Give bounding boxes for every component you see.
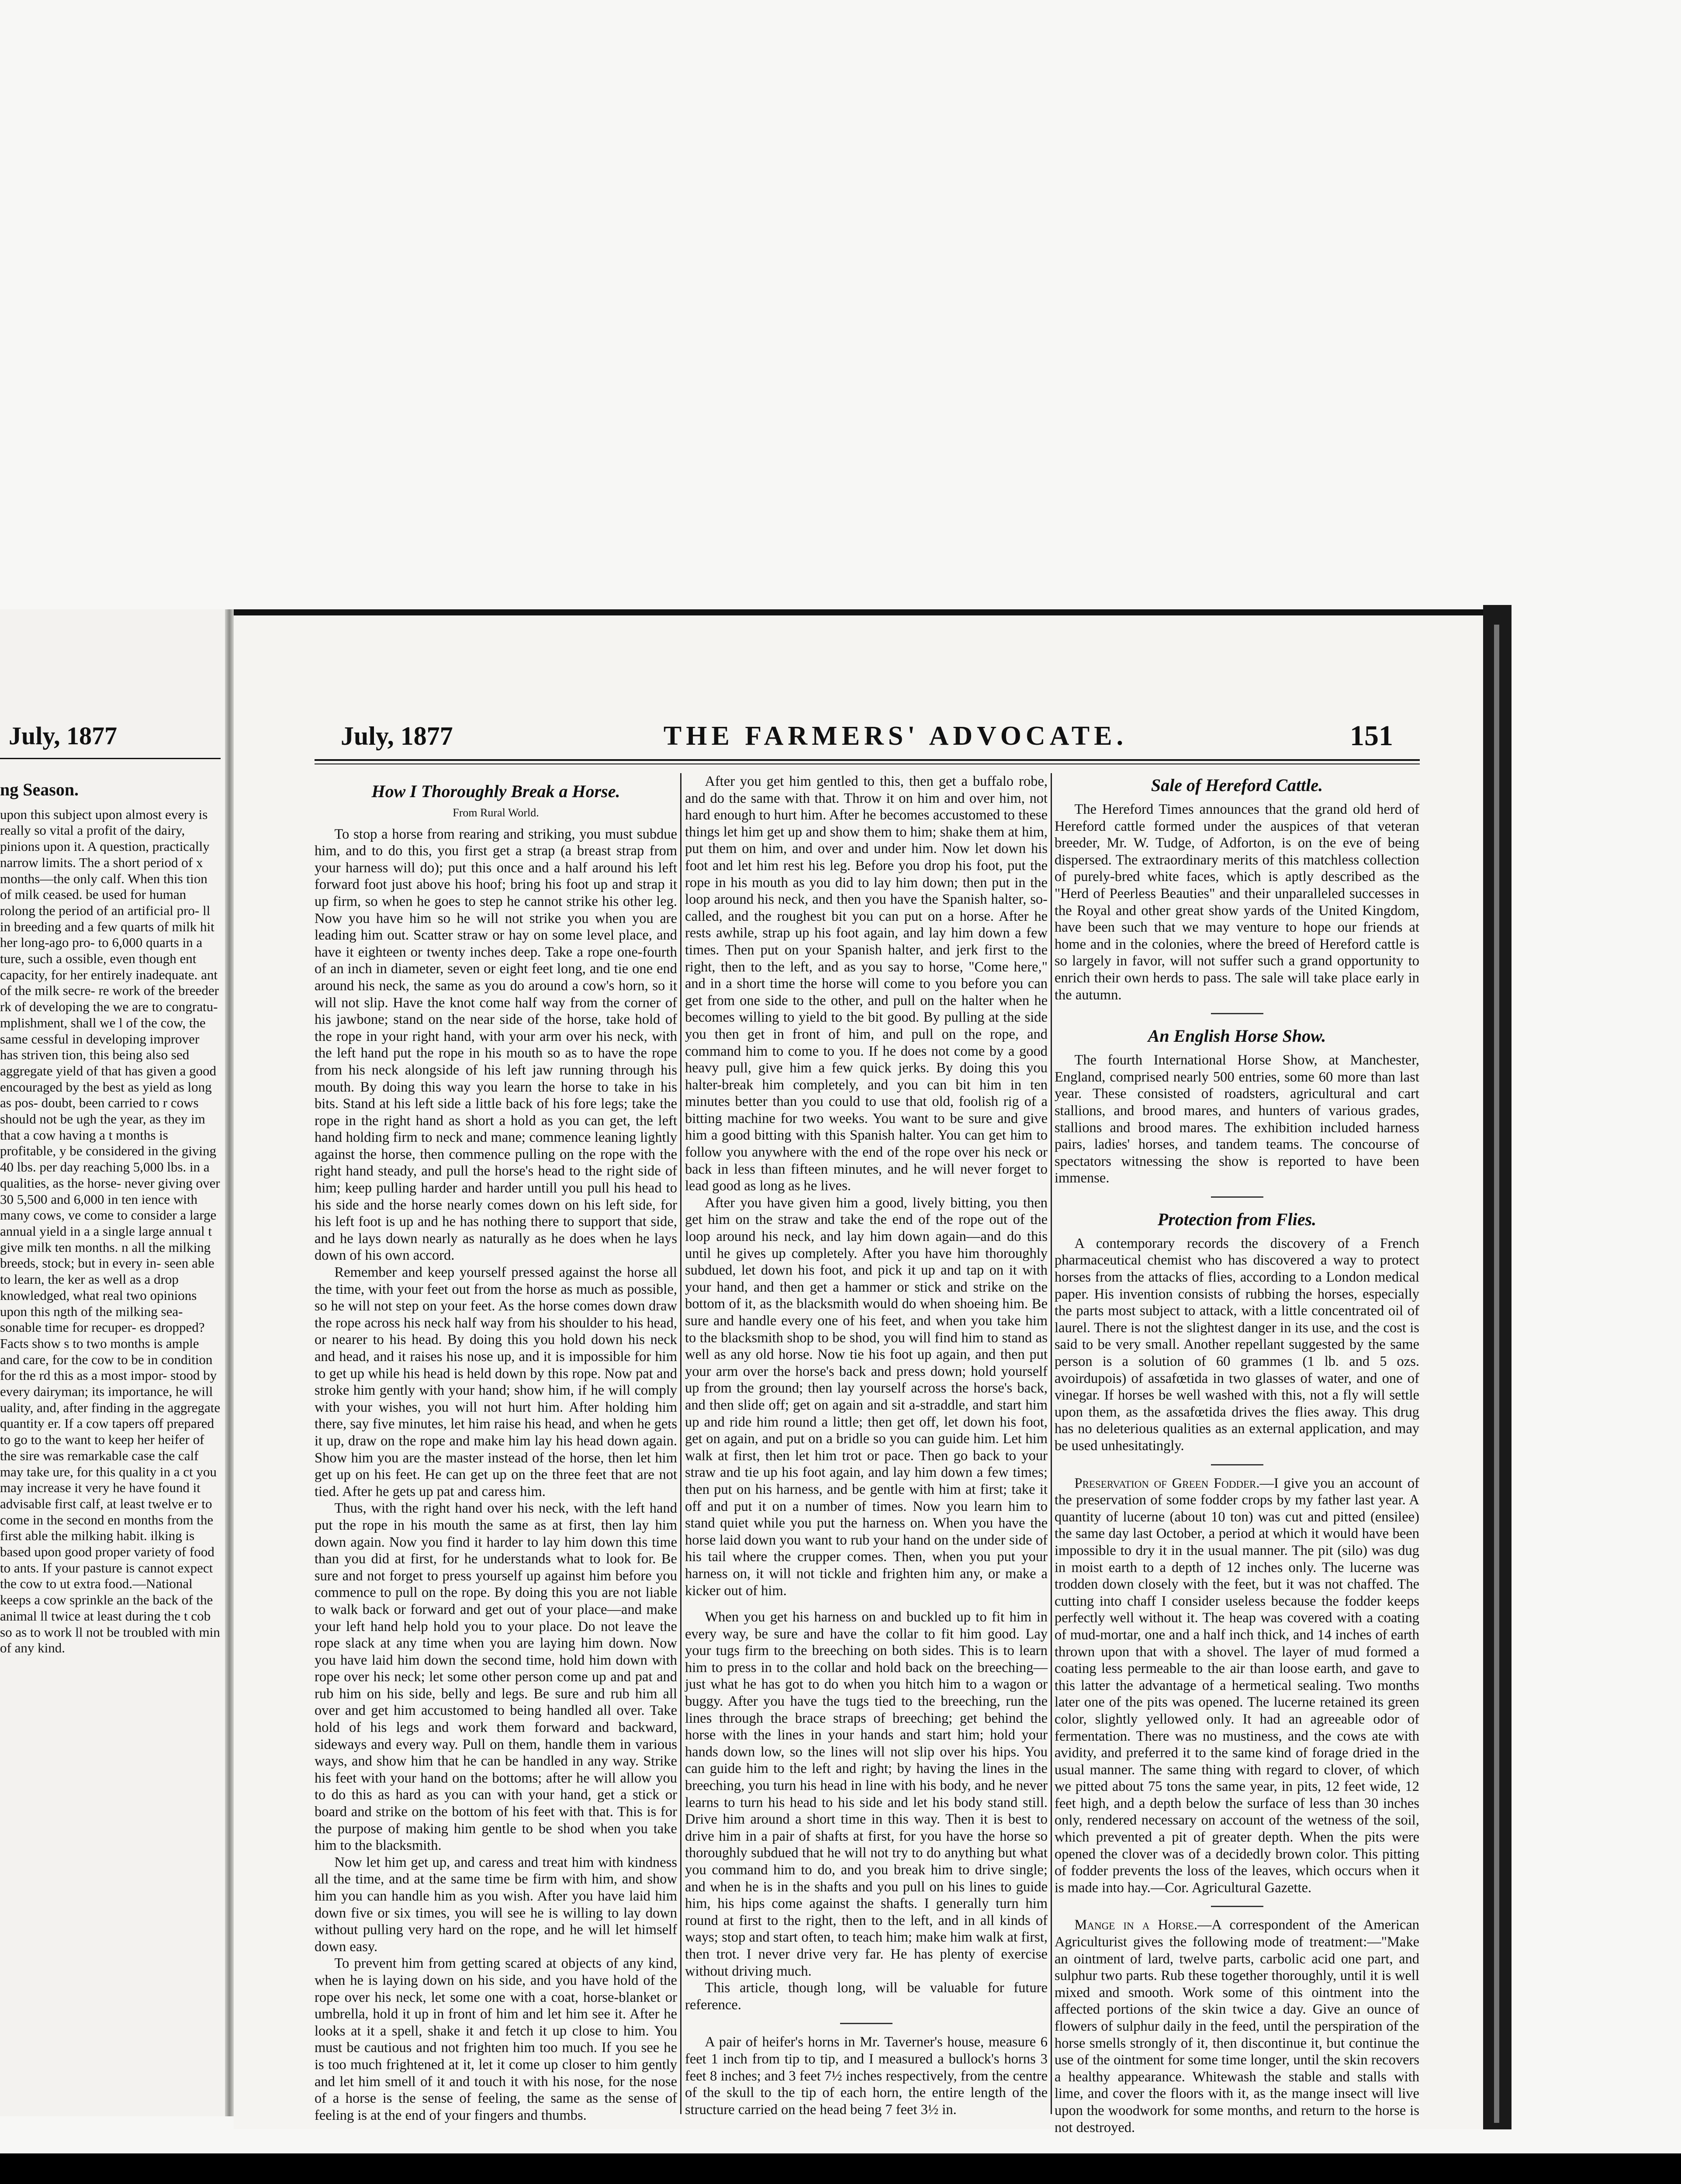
paragraph xyxy=(1055,1917,1419,2136)
separator xyxy=(1211,1464,1263,1465)
paragraph-lead: Preservation of Green Fodder. xyxy=(1074,1475,1260,1491)
paragraph: When you get his harness on and buckled up to fit him in every way, be sure and have the collar to fit him good. Lay your tugs firm to the breeching on both sides. This is to learn him to press in to the collar and hold back on the breeching—just what he has got to do when you hitch him to a wagon or buggy. After you have the tugs tied to the breeching, run the lines through the brace straps of breeching; get behind the horse with the lines in your hands and start him; hold your hands down low, so the lines will not slip over his hips. You can guide him to the left and right; by having the lines in the breeching, you turn his head in line with his body, and he never learns to turn his head to his side and let his body stand still. Drive him around a short time in this way. Then it is best to drive him in a pair of shafts at first, for you have the horse so thoroughly subdued that he will not try to do anything but what you command him to do, and you break him to drive single; and when he is in the shafts and you pull on his lines to guide him, his hips come against the shafts. I generally turn him round at first to the right, then to the left, and in all kinds of ways; stop and start often, to teach him; make him walk at first, then trot. I never drive very far. He has plenty of exercise without driving much. xyxy=(685,1609,1048,1979)
article-title: How I Thoroughly Break a Horse. xyxy=(371,781,620,801)
paragraph: After you have given him a good, lively bitting, you then get him on the straw and take the end of the rope out of the loop around his neck, and lay him down again—and do this until he gives up completely. After you have him thoroughly subdued, let down his foot, and pick it up and tap on it with your hand, and then get a hammer or stick and strike on the bottom of it, as the blacksmith would do when shoeing him. Be sure and handle every one of his feet, and when you take him to the blacksmith shop to be shod, you will find him to stand as well as any old horse. Now tie his foot up again, and then put your arm over the horse's back and press down; hold yourself up from the ground; then lay yourself across the horse's back, and then slide off; get on again and sit a-straddle, and start him up and ride him round a little; then get off, let down his foot, get on again, and put on a bridle so you can guide him. Let him walk at first, then let him trot or pace. Then go back to your straw and tie up his foot again, and lay him down a few times; then put on his harness, and be gentle with him at first; take it off and put it on a number of times. Now you learn him to stand quiet while you put the harness on. When you have the horse laid down you want to rub your hand on the under side of his tail where the crupper comes. Then, when you put your harness on, it will not tickle and frighten him any, or make a kicker out of him. xyxy=(685,1195,1048,1599)
paragraph xyxy=(1055,1475,1419,1897)
column-divider xyxy=(1051,773,1052,2114)
column-2 xyxy=(685,773,1048,2118)
article-source: From Rural World. xyxy=(453,806,539,819)
paragraph: A contemporary records the discovery of a French pharmaceutical chemist who has discovered a way to protect horses from the attacks of flies, according to a London medical paper. His invention consists of rubbing the horses, especially the parts most subject to attack, with a little concentrated oil of laurel. There is not the slightest danger in its use, and the cost is said to be very small. Another repellant suggested by the same person is a solution of 60 grammes (1 lb. and 5 ozs. avoirdupois) of assafœtida in two glasses of water, and one of vinegar. If horses be well washed with this, not a fly will settle upon them, as the assafœtida drives the flies away. This drug has no deleterious qualities as an external application, and may be used unhesitatingly. xyxy=(1055,1235,1419,1454)
article-title: Protection from Flies. xyxy=(1157,1209,1317,1229)
left-column-text: upon this subject upon almost every is really so vital a profit of the dairy, pinions upon it. A question, practically narrow limits. The a short period of x months—the only calf. When this tion of milk ceased. be used for human rolong the period of an artificial pro- ll in breeding and a few quarts of milk hit her long-ago pro- to 6,000 quarts in a ture, such a ossible, even though ent capacity, for her entirely inadequate. ant of the milk secre- re work of the breeder rk of developing the we are to congratu- mplishment, shall we l of the cow, the same cessful in developing improver has striven tion, this being also sed aggregate yield of that has given a good encouraged by the best as yield as long as pos- doubt, been carried to r cows should not be ugh the year, as they im that a cow having a t months is profitable, y be considered in the giving 40 lbs. per day reaching 5,000 lbs. in a qualities, as the horse- never giving over 30 5,500 and 6,000 in ten ience with many cows, ve come to consider a large annual yield in a a single large annual t give milk ten months. n all the milking breeds, stock; but in every in- seen able to learn, the ker as well as a drop knowledged, what real two opinions upon this ngth of the milking sea- sonable time for recuper- es dropped? Facts show s to two months is ample and care, for the cow to be in condition for the rd this as a most impor- stood by every dairyman; its importance, he will uality, and, after finding in the aggregate quantity er. If a cow tapers off prepared to go to the want to keep her heifer of the sire was remarkable case the calf may take ure, for this quality in a ct you may increase it very he have found it advisable first calf, at least twelve er to come in the second en months from the first able the milking habit. ilking is based upon good proper variety of food to ants. If your pasture is cannot expect the cow to ut extra food.—National keeps a cow sprinkle an the back of the animal ll twice at least during the t cob so as to work ll not be troubled with min of any kind. xyxy=(0,806,221,1656)
paragraph: The Hereford Times announces that the grand old herd of Hereford cattle formed under the auspices of that veteran breeder, Mr. W. Tudge, of Adforton, is on the eve of being dispersed. The extraordinary merits of this matchless collection of purely-bred white faces, which is aptly described as the "Herd of Peerless Beauties" and their unparalleled successes in the Royal and other great show yards of the United Kingdom, have been such that we may venture to hope our friends at home and in the colonies, where the breed of Hereford cattle is so largely in favor, will not suffer such a grand opportunity to enrich their own herds to pass. The sale will take place early in the autumn. xyxy=(1055,802,1419,1003)
header-rule xyxy=(315,759,1420,761)
page-number: 151 xyxy=(1350,720,1393,752)
paragraph: A pair of heifer's horns in Mr. Taverner's house, measure 6 feet 1 inch from tip to tip, and I measured a bullock's horns 3 feet 8 inches; and 3 feet 7½ inches respectively, from the centre of the skull to the tip of each horn, the entire length of the structure carried on the head being 7 feet 3½ in. xyxy=(685,2034,1048,2118)
separator xyxy=(840,2023,892,2024)
paragraph: Remember and keep yourself pressed against the horse all the time, with your feet out from the horse as much as possible, so he will not step on your feet. As the horse comes down draw the rope across his neck half way from his shoulder to his head, or nearer to his head. By doing this you hold down his neck and head, and it raises his nose up, and it is impossible for him to get up while his head is held down by this rope. Now pat and stroke him gently with your hand; show him, if he will comply with your wishes, you will not hurt him. After holding him there, say five minutes, let him raise his head, and when he gets it up, draw on the rope and make him lay his head down again. Show him you are the master instead of the horse, then let him get up on his feet. He can get up on the three feet that are not tied. After he gets up pat and caress him. xyxy=(315,1265,677,1500)
article-title: An English Horse Show. xyxy=(1148,1026,1326,1046)
paragraph-lead: Mange in a Horse. xyxy=(1074,1917,1197,1933)
separator xyxy=(1211,1906,1263,1907)
separator xyxy=(1211,1196,1263,1198)
column-1 xyxy=(315,773,677,2123)
paragraph: After you get him gentled to this, then get a buffalo robe, and do the same with that. Throw it on him and over him, not hard enough to hurt him. After he becomes accustomed to these things let him get up and show them to him; shake them at him, put them on him, and over and under him. Now let down his foot and let him rest his leg. Before you drop his foot, put the rope in his mouth as you did to lay him down; then put in the loop around his neck, and then you have the Spanish halter, so-called, and the roughest bit you can put on a horse. After he rests awhile, strap up his foot again, and lay him down a few times. Then put on your Spanish halter, and jerk first to the right, then to the left, and as you say to horse, "Come here," and in a short time the horse will come to you before you can get from one side to the other, and pull on the halter when he becomes willing to yield to the bit good. By pulling at the side you then get in front of him, and pull on the rope, and command him to come to you. If he does not come by a good heavy pull, give him a few quick jerks. By doing this you halter-break him completely, and you can bit him in ten minutes better than you could to use that old, foolish rig of a bitting machine for two weeks. You want to be sure and give him a good bitting with this Spanish halter. You can get him to follow you anywhere with the end of the rope over his neck or back in less than fifteen minutes, and he will never forget to lead good as long as he lives. xyxy=(685,774,1048,1194)
paragraph: This article, though long, will be valuable for future reference. xyxy=(685,1980,1048,2013)
page-edge-highlight xyxy=(1494,625,1499,2123)
paragraph: Thus, with the right hand over his neck, with the left hand put the rope in his mouth the same as at first, then lay him down again. Now you find it harder to lay him down this time than you did at first, for he understands what to look for. Be sure and not forget to press yourself up against him before you commence to pull on the rope. By doing this you are not liable to walk back or forward and get out of your place—and make your left hand help hold you to your place. Do not leave the rope slack at any time when you are laying him down. Now you have laid him down the second time, hold him down with rope over his neck; let some other person come up and pat and rub him on his side, belly and legs. Be sure and rub him all over and get him accustomed to being handled all over. Take hold of his legs and work them forward and backward, sideways and every way. Pull on them, handle them in various ways, and show him that he can be handled in any way. Strike his feet with your hand on the bottoms; after he will allow you to do this as hard as you can with your hand, get a stick or board and strike on the bottom of his feet with that. This is for the purpose of making him gentle to be shod when you take him to the blacksmith. xyxy=(315,1500,677,1854)
article-title: Sale of Hereford Cattle. xyxy=(1151,775,1323,795)
scan-bottom-border xyxy=(0,2153,1681,2184)
paragraph-body: —I give you an account of the preservation of some fodder crops by my father last year. A quantity of lucerne (about 10 ton) was cut and pitted (ensilee) the same day last October, a period at which it would have been impossible to dry it in the usual manner. The pit (silo) was dug in moist earth to a depth of 12 inches only. The lucerne was trodden down closely with the feet, but it was not chaffed. The cutting into chaff I consider useless because the fodder keeps perfectly well without it. The heap was covered with a coating of mud-mortar, one and a half inch thick, and 14 inches of earth thrown upon that with a shovel. The layer of mud formed a coating less permeable to the air than loose earth, and gave to this latter the advantage of a hermetical sealing. Two months later one of the pits was opened. The lucerne retained its green color, slightly yellowed only. It had an agreeable odor of fermentation. There was no mustiness, and the cows ate with avidity, and preferred it to the same kind of forage dried in the usual manner. The same thing with regard to clover, of which we pitted about 75 tons the same year, in pits, 12 feet wide, 12 feet high, and a depth below the surface of less than 30 inches only, rendered necessary on account of the wetness of the soil, which prevented a pit of greater depth. When the pits were opened the clover was of a decidedly brown color. This pitting of fodder prevents the loss of the leaves, which occurs when it is made into hay.—Cor. Agricultural Gazette. xyxy=(1055,1475,1419,1896)
column-3 xyxy=(1055,773,1419,2136)
paragraph: The fourth International Horse Show, at Manchester, England, comprised nearly 500 entries, some 60 more than last year. These consisted of roadsters, agricultural and cart stallions, and brood mares, and hunters of various grades, stallions and brood mares. The exhibition included harness pairs, ladies' horses, and tandem teams. The concourse of spectators witnessing the show is reported to have been immense. xyxy=(1055,1052,1419,1186)
column-divider xyxy=(680,773,681,2114)
paragraph: To stop a horse from rearing and striking, you must subdue him, and to do this, you first get a strap (a breast strap from your harness will do); put this once and a half around his left forward foot just above his hoof; bring his foot up and strap it up firm, so when he goes to step he cannot strike his other leg. Now you have him so he will not strike you when you are leading him out. Scatter straw or hay on some level place, and have it eighteen or twenty inches deep. Take a rope one-fourth of an inch in diameter, seven or eight feet long, and tie one end around his neck, the same as you do around a cow's horn, so it will not slip. Have the knot come half way from the corner of his jawbone; stand on the near side of the horse, take hold of the rope in your right hand, with your arm over his neck, with the left hand put the rope in his mouth so as to have the rope from his neck alongside of his left jaw running through his mouth. By doing this way you learn the horse to take in his bits. Stand at his left side a little back of his fore legs; take the rope in the right hand as short a hold as you can get, the left hand holding firm to neck and mane; commence leaning lightly against the horse, then commence pulling on the rope with the right hand steady, and pull the horse's head to the right side of him; keep pulling harder and harder untill you pull his head to his side and the horse nearly comes down on his left side, for his left foot is up and he has nothing there to support that side, and he lays down nearly as naturally as he does when he lays down of his own accord. xyxy=(315,826,677,1264)
left-page-date: July, 1877 xyxy=(9,722,118,750)
paragraph-body: —A correspondent of the American Agriculturist gives the following mode of treatment:—"Make an ointment of lard, twelve parts, carbolic acid one part, and sulphur two parts. Rub these together thoroughly, until it is well mixed and smooth. Work some of this ointment into the affected portions of the skin twice a day. Give an ounce of flowers of sulphur daily in the feed, until the perspiration of the horse smells strongly of it, then discontinue it, but continue the use of the ointment for some time longer, until the skin recovers a healthy appearance. Whitewash the stable and stalls with lime, and cover the floors with it, as the mange insect will live upon the woodwork for some months, and return to the horse is not destroyed. xyxy=(1055,1917,1419,2136)
separator xyxy=(1211,1013,1263,1014)
left-section-heading: ng Season. xyxy=(0,780,79,799)
left-header-rule xyxy=(0,758,221,759)
paragraph: To prevent him from getting scared at objects of any kind, when he is laying down on his side, and you have hold of the rope over his neck, let some one with a coat, horse-blanket or umbrella, hold it up in front of him and let him see it. After he looks at it a spell, shake it and fetch it up close to him. You must be cautious and not frighten him too much. If you see he is too much frightened at it, let it come up closer to him gently and let him smell of it and touch it with his nose, for the nose of a horse is the sense of feeling, the same as the sense of feeling is at the end of your fingers and thumbs. xyxy=(315,1956,677,2123)
page-date: July, 1877 xyxy=(341,722,453,750)
masthead-title: THE FARMERS' ADVOCATE. xyxy=(663,721,1128,751)
paragraph: Now let him get up, and caress and treat him with kindness all the time, and at the same time be firm with him, and show him you can handle him as you wish. After you have laid him down five or six times, you will see he is willing to lay down without pulling very hard on the rope, and he will let himself down easy. xyxy=(315,1854,677,1955)
page-fold xyxy=(225,609,234,2116)
left-page-column xyxy=(0,782,221,2184)
